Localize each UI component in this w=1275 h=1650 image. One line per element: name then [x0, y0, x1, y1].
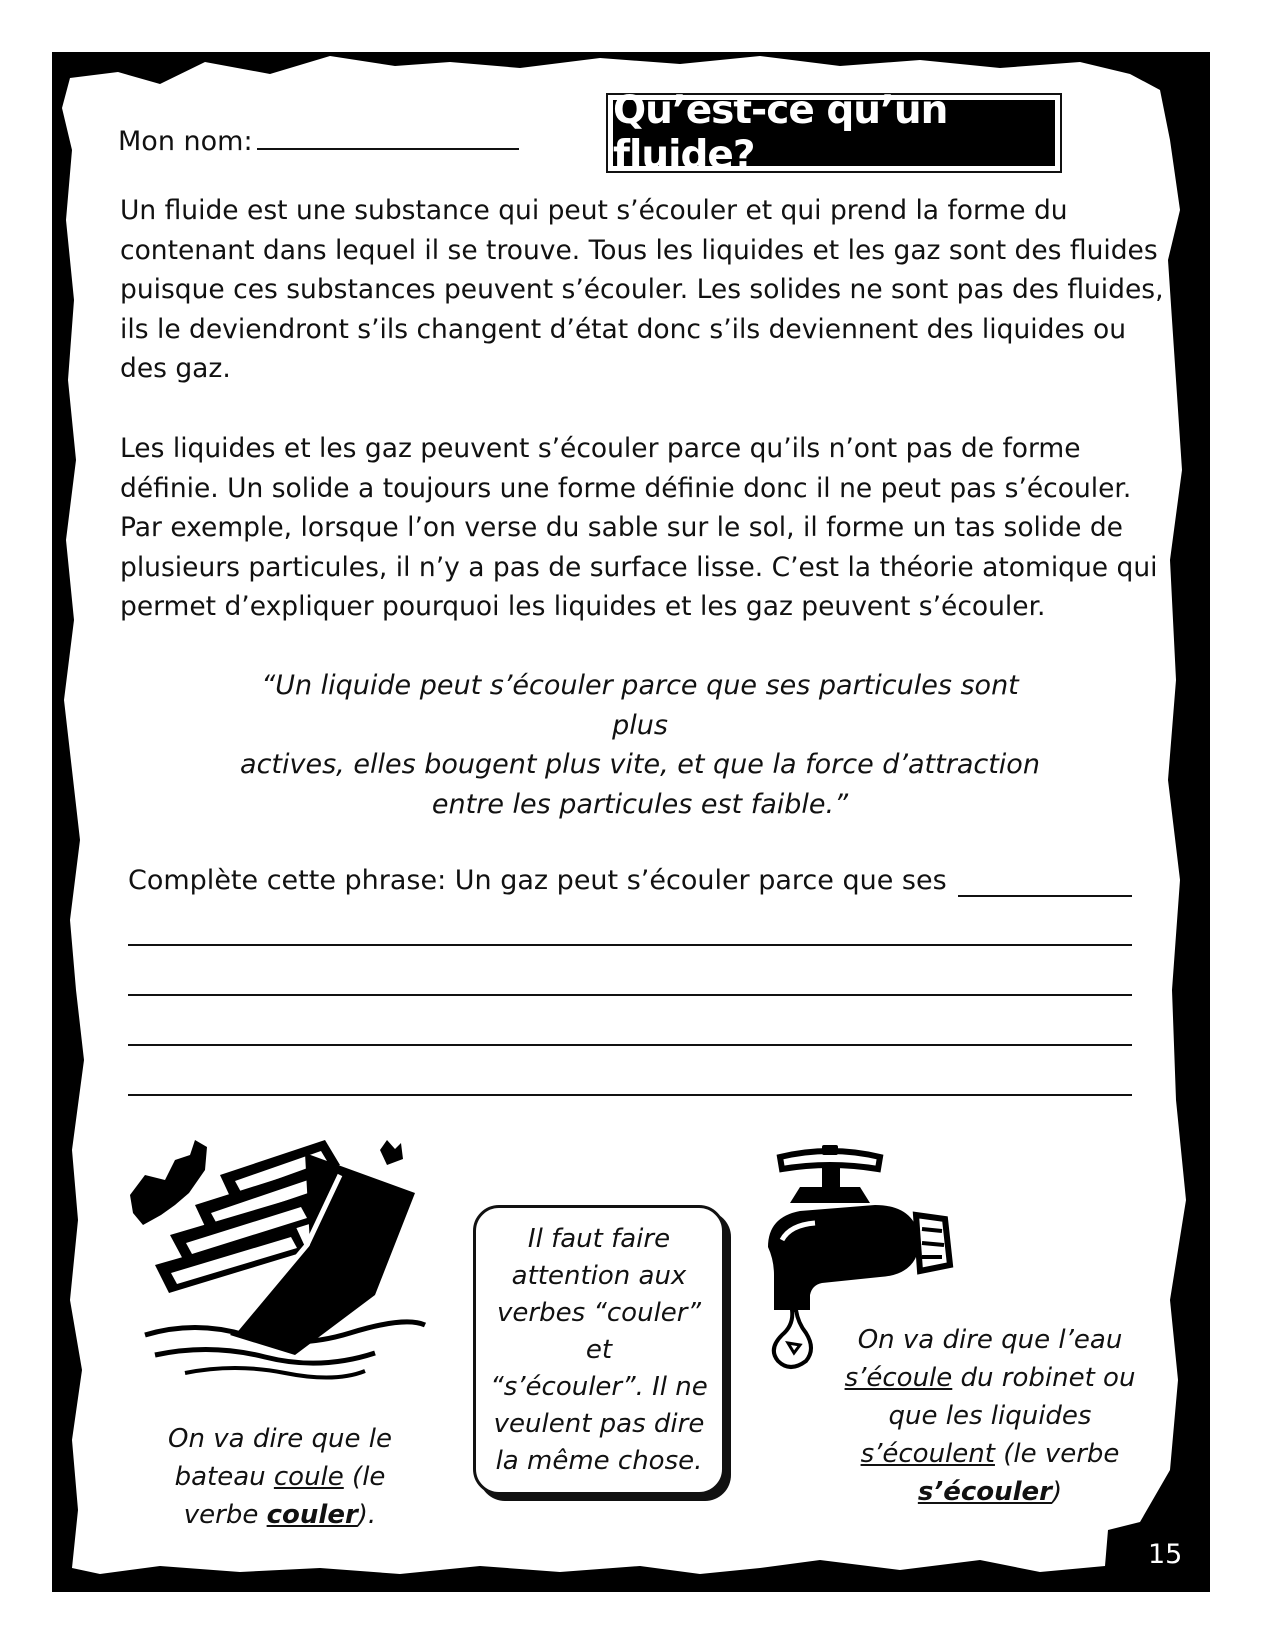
note-line: attention aux — [511, 1260, 687, 1291]
quote-line: entre les particules est faible.” — [431, 788, 849, 820]
intro-paragraph-1: Un fluide est une substance qui peut s’écouler et qui prend la forme du contenant dans lequel il se trouve. Tous les liquides et les gaz sont des fluides puisque ces substances peuvent s’écouler. Les solides ne sont pas des fluides, ils le deviendront s’ils changent d’état donc s’ils deviennent des liquides ou des gaz. — [120, 195, 1164, 384]
caption-text: (le verbe — [994, 1439, 1120, 1469]
boat-caption-line — [150, 1458, 410, 1496]
caption-text: (le — [343, 1462, 386, 1492]
caption-text: bateau — [174, 1462, 274, 1492]
note-line: la même chose. — [495, 1445, 703, 1476]
word-secouler: s’écouler — [917, 1477, 1052, 1507]
title-box — [606, 88, 1062, 178]
word-secoulent: s’écoulent — [860, 1439, 995, 1469]
boat-caption-line: On va dire que le — [168, 1424, 392, 1454]
note-text — [476, 1221, 722, 1480]
word-coule: coule — [273, 1462, 344, 1492]
caption-text: ) — [1051, 1477, 1063, 1507]
name-input-line[interactable] — [257, 122, 519, 150]
page-number: 15 — [1148, 1539, 1183, 1570]
caption-text: ). — [357, 1500, 377, 1530]
tap-caption-line — [825, 1435, 1155, 1473]
caption-text: du robinet ou — [952, 1363, 1136, 1393]
tap-caption-line — [825, 1473, 1155, 1511]
page-title: Qu’est-ce qu’un fluide? — [613, 100, 1055, 166]
note-line: veulent pas dire — [493, 1408, 705, 1439]
answer-line-1[interactable] — [128, 944, 1132, 946]
boat-caption-line — [150, 1496, 410, 1534]
tap-caption — [825, 1321, 1155, 1511]
boat-caption — [150, 1420, 410, 1534]
quote-line: actives, elles bougent plus vite, et que la force d’attraction — [240, 749, 1040, 780]
name-field-row — [118, 122, 519, 157]
question-prompt: Complète cette phrase: Un gaz peut s’écouler parce que ses — [128, 865, 947, 896]
quote-block — [230, 666, 1050, 824]
caption-text: verbe — [183, 1500, 267, 1530]
intro-paragraph-2: Les liquides et les gaz peuvent s’écouler parce qu’ils n’ont pas de forme définie. Un solide a toujours une forme définie donc il ne peut pas s’écouler. Par exemple, lorsque l’on verse du sable sur le sol, il forme un tas solide de plusieurs particules, il n’y a pas de surface lisse. C’est la théorie atomique qui permet d’expliquer pourquoi les liquides et les gaz peuvent s’écouler. — [120, 433, 1158, 622]
answer-line-4[interactable] — [128, 1094, 1132, 1096]
name-label: Mon nom: — [118, 126, 253, 157]
note-line: verbes “couler” et — [497, 1297, 701, 1365]
note-line: “s’écouler”. Il ne — [490, 1371, 708, 1402]
tap-caption-line — [825, 1359, 1155, 1397]
quote-line: “Un liquide peut s’écouler parce que ses particules sont plus — [261, 670, 1019, 741]
answer-blank[interactable] — [958, 895, 1132, 897]
note-box — [473, 1205, 725, 1495]
note-line: Il faut faire — [527, 1223, 671, 1254]
sinking-boat-icon — [125, 1135, 440, 1385]
word-couler: couler — [266, 1500, 358, 1530]
answer-line-2[interactable] — [128, 994, 1132, 996]
answer-line-3[interactable] — [128, 1044, 1132, 1046]
tap-caption-line: On va dire que l’eau — [857, 1325, 1123, 1355]
word-secoule: s’écoule — [844, 1363, 953, 1393]
tap-caption-line: que les liquides — [888, 1401, 1092, 1431]
